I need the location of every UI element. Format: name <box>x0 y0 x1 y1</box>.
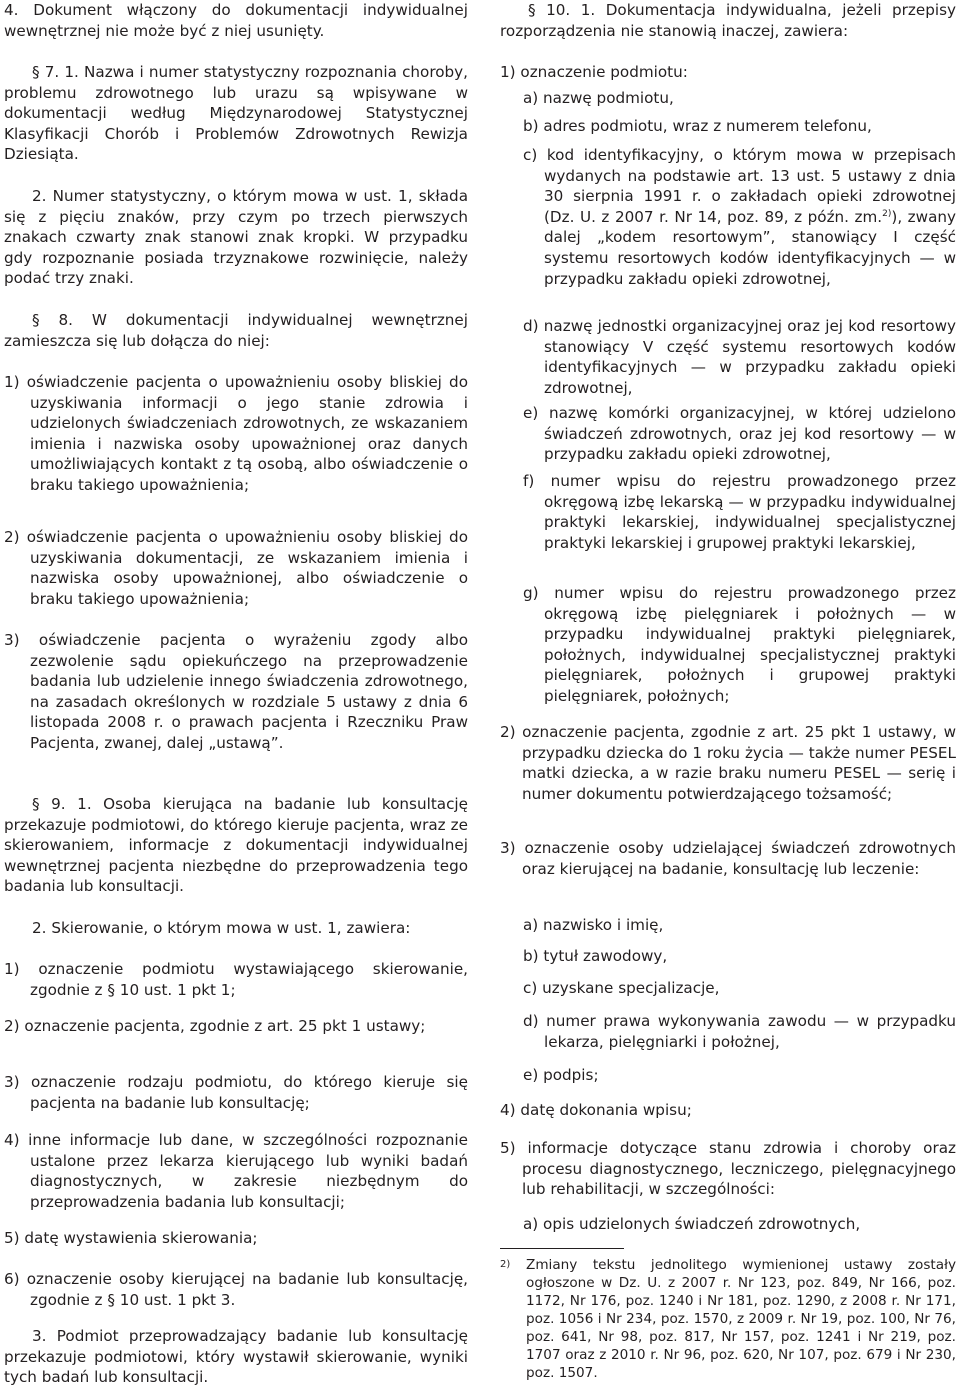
section-9-para-3: 3. Podmiot przeprowadzający badanie lub konsultację przekazuje podmiotowi, który wystawił skierowanie, wyniki tych badań lub konsultacji. <box>4 1327 468 1387</box>
section-9-item: 4) inne informacje lub dane, w szczególności rozpoznanie ustalone przez lekarza kierującego lub wyniki badań diagnostycznych, w zakresie niezbędnym do przeprowadzenia badania lub konsultacji; <box>4 1131 468 1211</box>
item-1-sub: d) nazwę jednostki organizacyjnej oraz jej kod resortowy stanowiący V część systemu resortowych kodów identyfikacyjnych — w przypadku zakładu opieki zdrowotnej, <box>523 317 956 397</box>
section-9-item: 3) oznaczenie rodzaju podmiotu, do którego kieruje się pacjenta na badanie lub konsultację; <box>4 1073 468 1112</box>
paragraph-4: 4. Dokument włączony do dokumentacji indywidualnej wewnętrznej nie może być z niej usunięty. <box>4 1 468 40</box>
item-3-sub: c) uzyskane specjalizacje, <box>523 979 720 997</box>
section-9-item: 6) oznaczenie osoby kierującej na badanie lub konsultację, zgodnie z § 10 ust. 1 pkt 3. <box>4 1270 468 1309</box>
item-1-sub: g) numer wpisu do rejestru prowadzonego przez okręgową izbę pielęgniarek i położnych — w przypadku indywidualnej praktyki pielęgniarek, położnych, indywidualnej specjalistycznej praktyki pielęgniarek, położnych i grupowej praktyki pielęgniarek, położnych; <box>523 584 956 705</box>
item-1: 1) oznaczenie podmiotu: <box>500 63 688 81</box>
item-3-sub: e) podpis; <box>523 1066 599 1084</box>
item-4: 4) datę dokonania wpisu; <box>500 1101 692 1119</box>
section-9-item: 2) oznaczenie pacjenta, zgodnie z art. 25 pkt 1 ustawy; <box>4 1017 426 1035</box>
item-1-sub-c-text: c) kod identyfikacyjny, o którym mowa w przepisach wydanych na podstawie art. 13 ust. 5 ustawy z dnia 30 sierpnia 1991 r. o zakładach opieki zdrowotnej (Dz. U. z 2007 r. Nr 14, poz. 89, z późn. zm. <box>523 146 956 226</box>
item-2: 2) oznaczenie pacjenta, zgodnie z art. 25 pkt 1 ustawy, w przypadku dziecka do 1 roku życia — także numer PESEL matki dziecka, a w razie braku numeru PESEL — serię i numer dokumentu potwierdzającego tożsamość; <box>500 723 956 803</box>
item-5: 5) informacje dotyczące stanu zdrowia i choroby oraz procesu diagnostycznego, leczniczego, pielęgnacyjnego lub rehabilitacji, w szczególności: <box>500 1139 956 1199</box>
item-3-sub: b) tytuł zawodowy, <box>523 947 668 965</box>
section-10-intro: § 10. 1. Dokumentacja indywidualna, jeżeli przepisy rozporządzenia nie stanowią inaczej, zawiera: <box>500 1 956 40</box>
item-1-sub-c <box>500 145 956 289</box>
section-9-item: 5) datę wystawienia skierowania; <box>4 1229 258 1247</box>
footnote-mark: 2) <box>500 1259 511 1270</box>
item-1-sub-c-tail: ), zwany dalej „kodem resortowym”, stanowiący I część systemu resortowych kodów identyfikacyjnych — w przypadku zakładu opieki zdrowotnej, <box>544 207 956 288</box>
item-3-sub: a) nazwisko i imię, <box>523 916 664 934</box>
section-9-para-1: § 9. 1. Osoba kierująca na badanie lub konsultację przekazuje podmiotowi, do którego kieruje pacjenta, wraz ze skierowaniem, informacje z dokumentacji indywidualnej wewnętrznej pacjenta niezbędne do przeprowadzenia tego badania lub konsultacji. <box>4 795 468 896</box>
footnote-divider <box>500 1248 624 1249</box>
section-7-para-2: 2. Numer statystyczny, o którym mowa w ust. 1, składa się z pięciu znaków, przy czym po trzech pierwszych znakach czwarty znak stanowi znak kropki. W przypadku gdy rozpoznanie posiada trzyznakowe rozwinięcie, należy podać trzy znaki. <box>4 187 468 288</box>
section-8-item: 2) oświadczenie pacjenta o upoważnieniu osoby bliskiej do uzyskiwania dokumentacji, ze wskazaniem imienia i nazwiska osoby upoważnionej, albo oświadczenie o braku takiego upoważnienia; <box>4 528 468 608</box>
item-3-sub: d) numer prawa wykonywania zawodu — w przypadku lekarza, pielęgniarki i położnej, <box>523 1012 956 1051</box>
item-1-sub: a) nazwę podmiotu, <box>523 89 674 107</box>
footnote <box>500 1256 956 1382</box>
section-8-item: 1) oświadczenie pacjenta o upoważnieniu osoby bliskiej do uzyskiwania informacji o jego stanie zdrowia i udzielonych świadczeniach zdrowotnych, ze wskazaniem imienia i nazwiska osoby upoważnionej oraz danych umożliwiających kontakt z tą osobą, albo oświadczenie o braku takiego upoważnienia; <box>4 373 468 494</box>
item-1-sub: e) nazwę komórki organizacyjnej, w której udzielono świadczeń zdrowotnych, oraz jej kod resortowy — w przypadku zakładu opieki zdrowotnej, <box>523 404 956 464</box>
footnote-text: Zmiany tekstu jednolitego wymienionej ustawy zostały ogłoszone w Dz. U. z 2007 r. Nr 123, poz. 849, Nr 166, poz. 1172, Nr 176, poz. 1240 i Nr 181, poz. 1290, z 2008 r. Nr 171, poz. 1056 i Nr 234, poz. 1570, z 2009 r. Nr 19, poz. 100, Nr 76, poz. 641, Nr 98, poz. 817, Nr 157, poz. 1241 i Nr 219, poz. 1707 oraz z 2010 r. Nr 96, poz. 620, Nr 107, poz. 679 i Nr 230, poz. 1507. <box>526 1257 956 1381</box>
item-3: 3) oznaczenie osoby udzielającej świadczeń zdrowotnych oraz kierującej na badanie, konsultację lub leczenie: <box>500 839 956 878</box>
section-8-intro: § 8. W dokumentacji indywidualnej wewnętrznej zamieszcza się lub dołącza do niej: <box>4 311 468 350</box>
item-5-sub: a) opis udzielonych świadczeń zdrowotnych, <box>523 1215 861 1233</box>
section-9-item: 1) oznaczenie podmiotu wystawiającego skierowanie, zgodnie z § 10 ust. 1 pkt 1; <box>4 960 468 999</box>
item-1-sub: f) numer wpisu do rejestru prowadzonego przez okręgową izbę lekarską — w przypadku indywidualnej praktyki lekarskiej, indywidualnej specjalistycznej praktyki lekarskiej i grupowej praktyki lekarskiej, <box>523 472 956 552</box>
item-1-sub: b) adres podmiotu, wraz z numerem telefonu, <box>523 117 872 135</box>
section-8-item: 3) oświadczenie pacjenta o wyrażeniu zgody albo zezwolenie sądu opiekuńczego na przeprowadzenie badania lub udzielenie innego świadczenia zdrowotnego, na zasadach określonych w rozdziale 5 ustawy z dnia 6 listopada 2008 r. o prawach pacjenta i Rzeczniku Praw Pacjenta, zwanej, dalej „ustawą”. <box>4 631 468 752</box>
section-7-para-1: § 7. 1. Nazwa i numer statystyczny rozpoznania choroby, problemu zdrowotnego lub urazu są wpisywane w dokumentacji według Międzynarodowej Statystycznej Klasyfikacji Chorób i Problemów Zdrowotnych Rewizja Dziesiąta. <box>4 63 468 164</box>
footnote-ref: 2) <box>882 208 892 219</box>
section-9-para-2: 2. Skierowanie, o którym mowa w ust. 1, zawiera: <box>32 919 411 937</box>
